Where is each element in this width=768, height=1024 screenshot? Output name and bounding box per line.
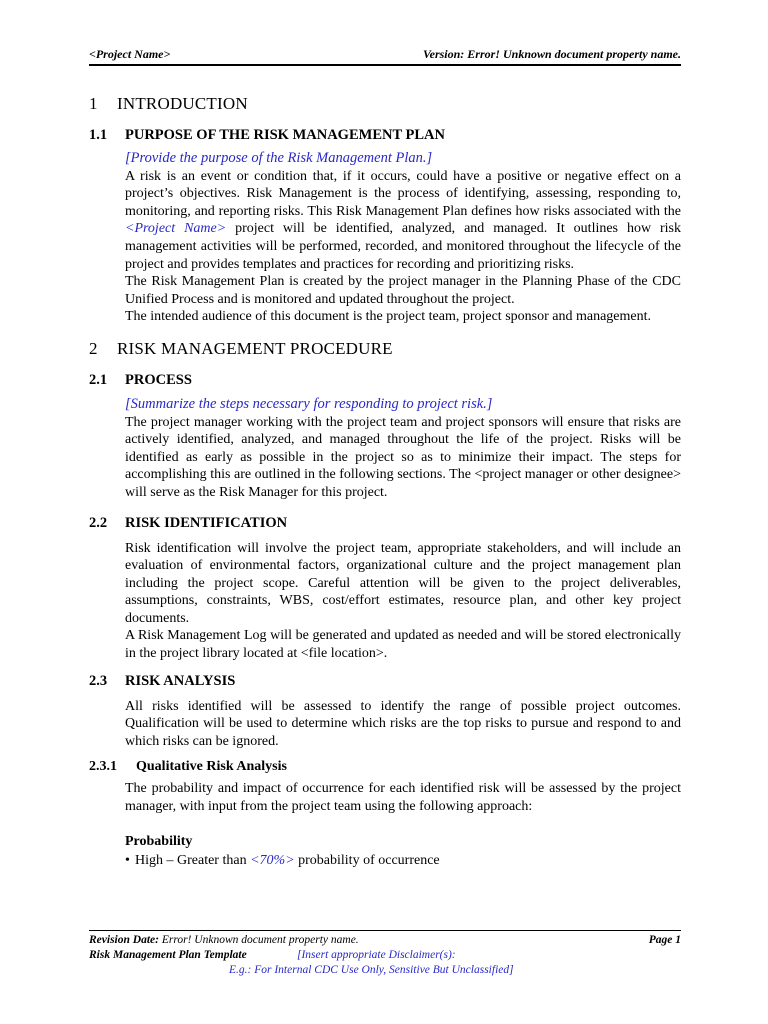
section-title: Qualitative Risk Analysis bbox=[136, 759, 287, 775]
revision-label: Revision Date: bbox=[89, 934, 159, 946]
section-number: 2.3.1 bbox=[89, 759, 117, 775]
section-2-2-body bbox=[125, 540, 681, 663]
section-2-3-body bbox=[125, 698, 681, 751]
probability-placeholder: <70%> bbox=[250, 852, 295, 868]
section-2-3-heading bbox=[89, 673, 681, 690]
instruction-text: [Summarize the steps necessary for responding to project risk.] bbox=[125, 395, 493, 412]
section-title: PURPOSE OF THE RISK MANAGEMENT PLAN bbox=[125, 127, 445, 143]
section-title: RISK MANAGEMENT PROCEDURE bbox=[117, 338, 393, 358]
project-name-placeholder: <Project Name> bbox=[125, 221, 227, 237]
section-1-1-body bbox=[125, 150, 681, 326]
page-number: Page 1 bbox=[648, 934, 681, 946]
section-2-3-1-body bbox=[125, 780, 681, 815]
document-body bbox=[89, 94, 681, 869]
paragraph: A Risk Management Log will be generated and updated as needed and will be stored electronically in the project library located at <file location>. bbox=[125, 628, 681, 662]
section-title: RISK ANALYSIS bbox=[125, 672, 236, 689]
header-project-name: <Project Name> bbox=[89, 47, 171, 61]
paragraph: The Risk Management Plan is created by the project manager in the Planning Phase of the CDC Unified Process and is monitored and updated throughout the project. bbox=[125, 274, 681, 307]
paragraph: All risks identified will be assessed to identify the range of possible project outcomes. Qualification will be used to determine which risks are the top risks to pursue and respond to and which risks can be ignored. bbox=[125, 698, 681, 749]
section-2-heading bbox=[89, 339, 681, 359]
section-1-heading bbox=[89, 94, 681, 114]
paragraph bbox=[125, 168, 681, 274]
section-number: 1 bbox=[89, 94, 98, 113]
section-number: 1.1 bbox=[89, 127, 108, 143]
page-header bbox=[89, 45, 681, 63]
instruction-text: [Provide the purpose of the Risk Management Plan.] bbox=[125, 150, 433, 166]
paragraph: The probability and impact of occurrence for each identified risk will be assessed by the project manager, with input from the project team using the following approach: bbox=[125, 781, 681, 815]
section-number: 2.1 bbox=[89, 371, 108, 388]
page-footer bbox=[89, 934, 681, 984]
footer-template-name: Risk Management Plan Template bbox=[89, 949, 247, 961]
paragraph: The intended audience of this document is the project team, project sponsor and management. bbox=[125, 309, 651, 325]
header-version: Version: Error! Unknown document property name. bbox=[422, 47, 681, 61]
footer-revision bbox=[89, 934, 359, 946]
section-title: PROCESS bbox=[125, 371, 192, 388]
list-item-text: High – Greater than bbox=[135, 852, 251, 868]
section-title: RISK IDENTIFICATION bbox=[125, 514, 288, 531]
bullet-icon: • bbox=[125, 852, 130, 868]
list-item-text: probability of occurrence bbox=[294, 852, 440, 868]
section-number: 2.3 bbox=[89, 672, 108, 689]
section-number: 2.2 bbox=[89, 514, 108, 531]
section-1-1-heading bbox=[89, 127, 681, 144]
revision-value: Error! Unknown document property name. bbox=[158, 934, 359, 946]
header-rule bbox=[89, 64, 681, 66]
paragraph: Risk identification will involve the project team, appropriate stakeholders, and will include an evaluation of environmental factors, organizational culture and the project management plan including the project scope. Careful attention will be given to the project deliverables, assumptions, constraints, WBS, cost/effort estimates, resource plan, and other key project documents. bbox=[125, 540, 681, 626]
list-item bbox=[125, 852, 681, 870]
section-number: 2 bbox=[89, 338, 98, 358]
section-2-3-1-heading bbox=[89, 759, 681, 775]
section-2-1-heading bbox=[89, 372, 681, 389]
footer-disclaimer-line-1: [Insert appropriate Disclaimer(s): bbox=[297, 949, 456, 961]
paragraph-text: project will be identified, analyzed, and managed. It outlines how risk management activities will be performed, recorded, and monitored throughout the lifecycle of the project and provides templates and practices for recording and prioritizing risks. bbox=[125, 221, 681, 272]
paragraph: The project manager working with the project team and project sponsors will ensure that risks are actively identified, analyzed, and managed throughout the life of the project. Risks will be identified as early as possible in the project so as to minimize their impact. The steps for accomplishing this are outlined in the following sections. The <project manager or other designee> will serve as the Risk Manager for this project. bbox=[125, 414, 681, 500]
section-2-2-heading bbox=[89, 515, 681, 532]
section-title: INTRODUCTION bbox=[117, 94, 248, 113]
paragraph-text: A risk is an event or condition that, if it occurs, could have a positive or negative effect on a project’s objectives. Risk Management is the process of identifying, assessing, responding to, monitoring, and reporting risks. This Risk Management Plan defines how risks associated with the bbox=[125, 168, 681, 219]
section-2-1-body bbox=[125, 396, 681, 502]
footer-rule bbox=[89, 930, 681, 931]
footer-disclaimer-line-2: E.g.: For Internal CDC Use Only, Sensitive But Unclassified] bbox=[229, 964, 514, 976]
probability-heading: Probability bbox=[125, 833, 193, 849]
